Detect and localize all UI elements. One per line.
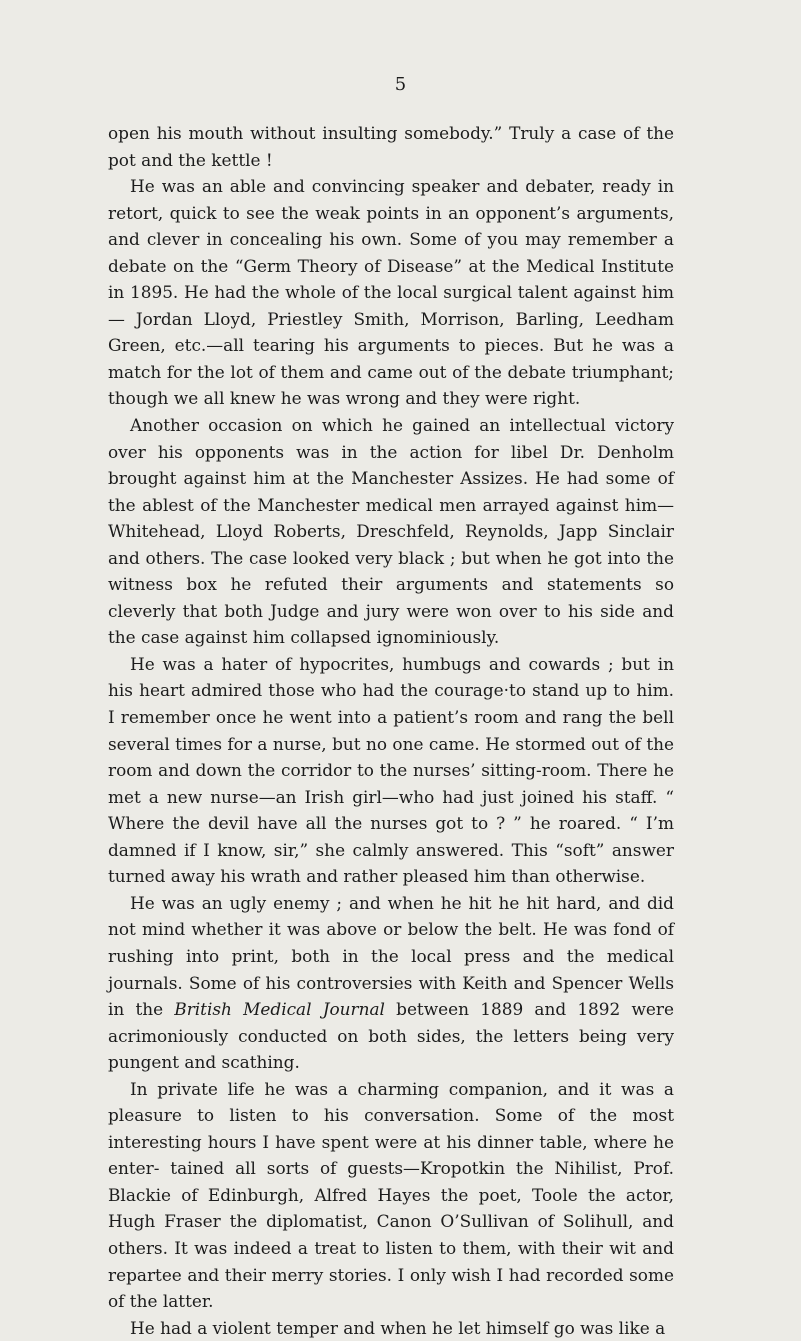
paragraph-private-life: In private life he was a charming companion, and it was a pleasure to listen to his conversation. Some of the most interesting hours I have spent were at his dinner table, where he enter- tained all sorts of guests—Kropotkin the Nihilist, Prof. Blackie of Edinburgh, Alfred Hayes the poet, Toole the actor, Hugh Fraser the diplomatist, Canon O’Sullivan of Solihull, and others. It was indeed a treat to listen to them, with their wit and repartee and their merry stories. I only wish I had recorded some of the latter. [108,1078,674,1312]
enemy-text-after: between 1889 and 1892 were acrimoniously conducted on both sides, the letters being very pungent and scathing. [108,999,674,1073]
paragraph-temper: He had a violent temper and when he let himself go was like a [130,1317,666,1338]
page-number: 5 [394,74,407,95]
body-text [108,120,674,1341]
enemy-text-before: He was an ugly enemy ; and when he hit he hit hard, and did not mind whether it was above or below the belt. He was fond of rushing into print, both in the local press and the medical journals. Some of his controversies with Keith and Spencer Wells in the [108,892,674,1020]
paragraph-hypocrites: He was a hater of hypocrites, humbugs and cowards ; but in his heart admired those who had the courage·to stand up to him. I remember once he went into a patient’s room and rang the bell several times for a nurse, but no one came. He stormed out of the room and down the corridor to the nurses’ sitting-room. There he met a new nurse—an Irish girl—who had just joined his staff. “ Where the devil have all the nurses got to ? ” he roared. “ I’m damned if I know, sir,” she calmly answered. This “soft” answer turned away his wrath and rather pleased him than otherwise. [108,653,674,887]
paragraph-libel-action: Another occasion on which he gained an intellectual victory over his opponents was in the action for libel Dr. Denholm brought against him at the Manchester Assizes. He had some of the ablest of the Manchester medical men arrayed against him—Whitehead, Lloyd Roberts, Dreschfeld, Reynolds, Japp Sinclair and others. The case looked very black ; but when he got into the witness box he refuted their arguments and statements so cleverly that both Judge and jury were won over to his side and the case against him collapsed ignominiously. [108,415,674,648]
paragraph-debater: He was an able and convincing speaker and debater, ready in retort, quick to see the weak points in an opponent’s arguments, and clever in concealing his own. Some of you may remember a debate on the “Germ Theory of Disease” at the Medical Institute in 1895. He had the whole of the local surgical talent against him— Jordan Lloyd, Priestley Smith, Morrison, Barling, Leedham Green, etc.—all tearing his arguments to pieces. But he was a match for the lot of them and came out of the debate triumphant; though we all knew he was wrong and they were right. [108,176,674,409]
journal-title: British Medical Journal [174,999,385,1020]
paragraph-enemy [108,890,674,1076]
paragraph-continuation: open his mouth without insulting somebody.” Truly a case of the pot and the kettle ! [108,123,674,170]
